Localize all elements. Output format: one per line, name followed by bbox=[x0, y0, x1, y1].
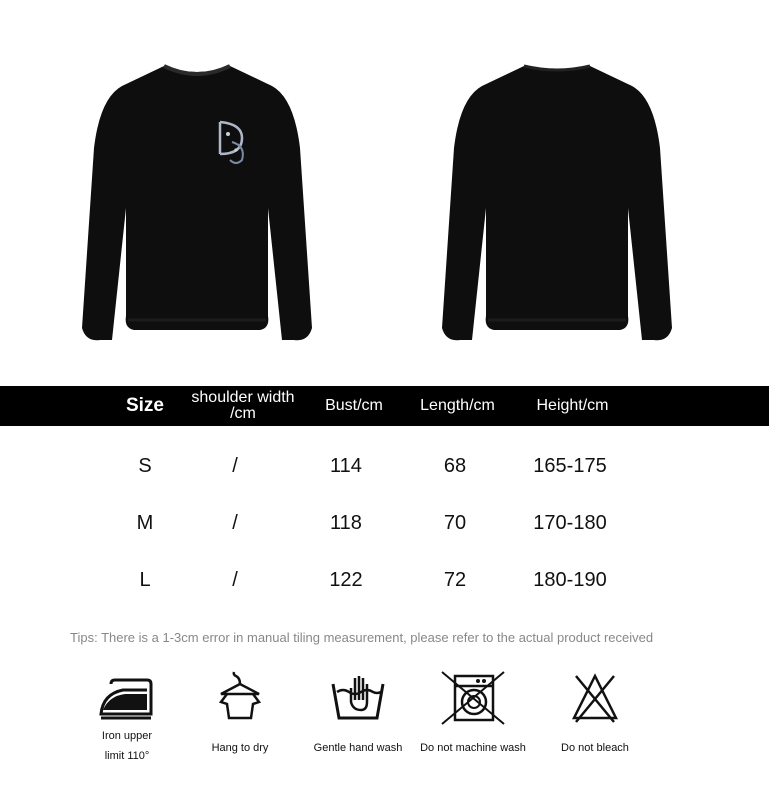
sweater-front-image bbox=[72, 58, 322, 348]
care-label-no-bleach: Do not bleach bbox=[561, 742, 629, 754]
table-row bbox=[0, 560, 769, 600]
care-item-hand-wash bbox=[306, 670, 410, 758]
cell-bust: 118 bbox=[330, 511, 362, 534]
size-table-header bbox=[0, 386, 769, 426]
care-item-no-machine-wash bbox=[412, 670, 534, 758]
care-label-iron-line1: Iron upper bbox=[101, 730, 153, 742]
header-shoulder-line1: shoulder width bbox=[191, 389, 295, 406]
care-label-iron bbox=[82, 726, 172, 766]
iron-icon bbox=[97, 670, 157, 722]
cell-shoulder: / bbox=[232, 568, 238, 591]
care-label-hang: Hang to dry bbox=[211, 742, 269, 754]
hanger-icon bbox=[215, 670, 265, 726]
cell-height: 170-180 bbox=[533, 511, 607, 534]
cell-shoulder: / bbox=[232, 454, 238, 477]
sweater-back-image bbox=[432, 58, 682, 348]
header-size: Size bbox=[125, 395, 165, 416]
measurement-tips: Tips: There is a 1-3cm error in manual tiling measurement, please refer to the actual product received bbox=[70, 630, 654, 645]
cell-size: M bbox=[136, 511, 154, 534]
cell-length: 72 bbox=[443, 568, 467, 591]
cell-size: L bbox=[139, 568, 151, 591]
cell-bust: 122 bbox=[329, 568, 363, 591]
header-shoulder-width bbox=[180, 386, 306, 426]
care-item-hang bbox=[198, 670, 282, 758]
care-label-no-machine-wash: Do not machine wash bbox=[420, 742, 526, 754]
no-machine-wash-icon bbox=[438, 670, 508, 726]
header-shoulder-line2: /cm bbox=[230, 405, 256, 422]
hand-wash-icon bbox=[329, 670, 387, 726]
table-row bbox=[0, 446, 769, 486]
header-height: Height/cm bbox=[536, 397, 609, 414]
cell-height: 165-175 bbox=[533, 454, 607, 477]
care-label-hand-wash: Gentle hand wash bbox=[313, 742, 403, 754]
care-item-no-bleach bbox=[550, 670, 640, 758]
care-item-iron bbox=[82, 670, 172, 766]
cell-length: 70 bbox=[443, 511, 467, 534]
product-photos bbox=[0, 0, 769, 380]
table-row bbox=[0, 503, 769, 543]
header-length: Length/cm bbox=[420, 397, 495, 414]
cell-size: S bbox=[138, 454, 152, 477]
cell-length: 68 bbox=[443, 454, 467, 477]
header-bust: Bust/cm bbox=[325, 397, 383, 414]
cell-height: 180-190 bbox=[533, 568, 607, 591]
cell-shoulder: / bbox=[232, 511, 238, 534]
no-bleach-icon bbox=[570, 670, 620, 726]
cell-bust: 114 bbox=[330, 454, 362, 477]
care-label-iron-line2: limit 110° bbox=[104, 750, 150, 762]
